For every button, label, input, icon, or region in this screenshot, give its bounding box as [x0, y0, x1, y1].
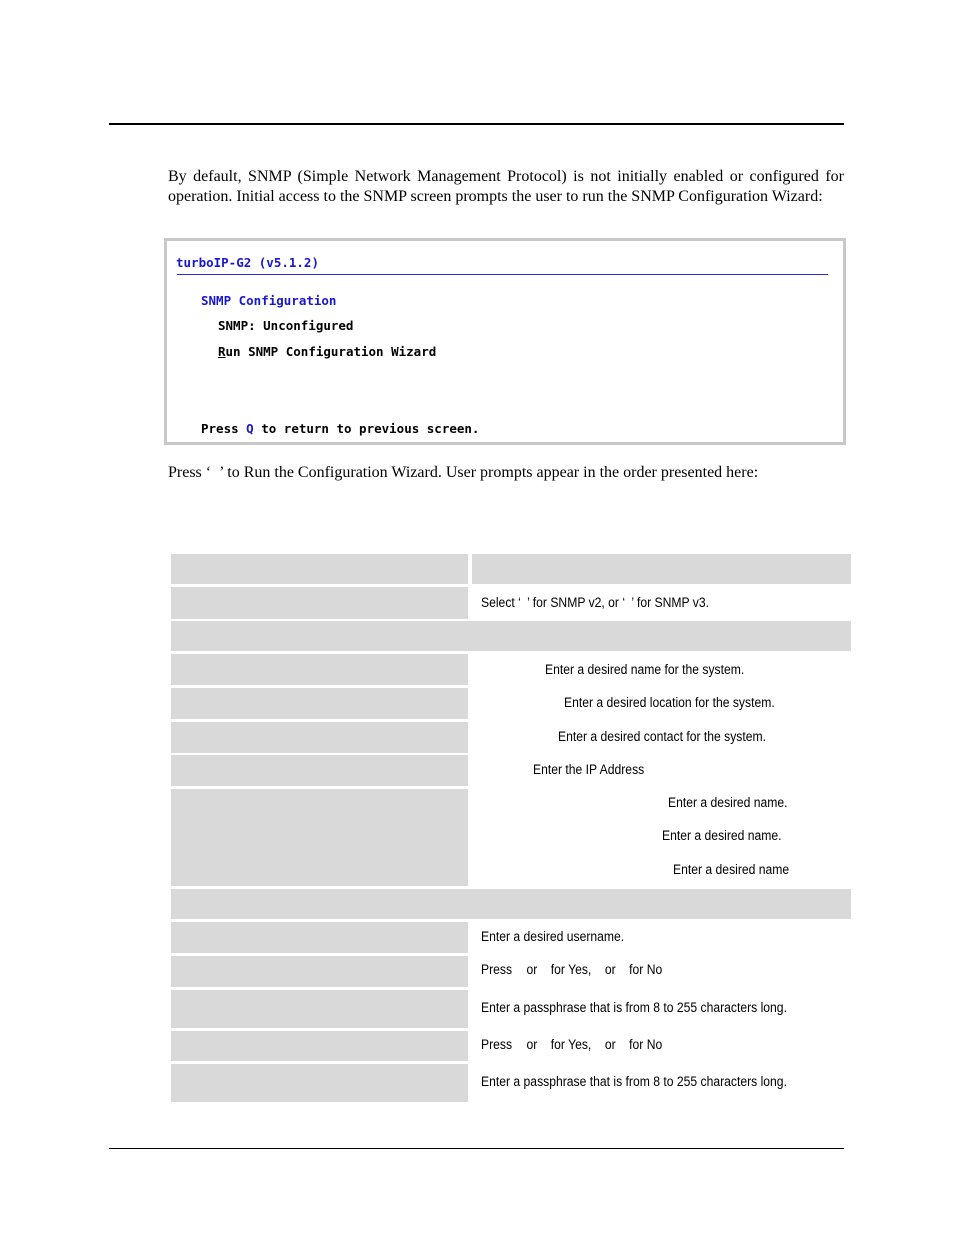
community-name-text: Enter a desired name: [673, 862, 790, 877]
yes-no-prompt: Press or for Yes, or for No: [481, 1037, 663, 1052]
table-header-row: [171, 554, 851, 584]
community-name-text: Enter a desired name.: [662, 828, 782, 843]
table-row: [171, 688, 851, 719]
return-key: Q: [246, 421, 254, 436]
table-row: [171, 990, 851, 1028]
section-bar: [171, 889, 851, 919]
community-name-text: Enter a desired name.: [668, 795, 788, 810]
table-row: [171, 722, 851, 753]
snmp-status: SNMP: Unconfigured: [218, 318, 354, 333]
intro-paragraph: By default, SNMP (Simple Network Management Protocol) is not initially enabled or configured for operation. Initial access to the SNMP screen prompts the user to run the SNMP Configuration Wizard:: [168, 168, 844, 205]
header-rule: [109, 123, 844, 125]
section-bar: [171, 621, 851, 651]
table-row: [171, 956, 851, 987]
run-wizard-hotkey: R: [218, 344, 226, 359]
run-wizard-label: un SNMP Configuration Wizard: [225, 344, 437, 359]
table-row: [171, 587, 851, 619]
return-prompt: Press Q to return to previous screen.: [201, 421, 480, 436]
ip-address-text: Enter the IP Address: [533, 762, 645, 777]
footer-rule: [109, 1148, 844, 1149]
press-run-paragraph: Press ‘ ’ to Run the Configuration Wizard. User prompts appear in the order presented here:: [168, 464, 759, 481]
terminal-screenshot: [164, 238, 846, 445]
table-row: [171, 922, 851, 953]
table-row: [171, 1031, 851, 1061]
terminal-title-rule: [177, 274, 828, 275]
system-name-text: Enter a desired name for the system.: [545, 662, 745, 677]
yes-no-prompt: Press or for Yes, or for No: [481, 962, 663, 977]
run-wizard-menu-item[interactable]: [218, 344, 436, 359]
system-location-text: Enter a desired location for the system.: [564, 695, 775, 710]
terminal-title: turboIP-G2 (v5.1.2): [176, 255, 319, 270]
table-row: [171, 654, 851, 685]
table-row: [171, 789, 851, 886]
snmp-section-heading: SNMP Configuration: [201, 293, 337, 308]
select-version-text: Select ‘ ’ for SNMP v2, or ‘ ’ for SNMP v3.: [481, 595, 710, 610]
table-row: [171, 755, 851, 786]
passphrase-text: Enter a passphrase that is from 8 to 255 characters long.: [481, 1000, 787, 1015]
username-text: Enter a desired username.: [481, 929, 625, 944]
system-contact-text: Enter a desired contact for the system.: [558, 729, 766, 744]
passphrase-text: Enter a passphrase that is from 8 to 255 characters long.: [481, 1074, 787, 1089]
table-row: [171, 1064, 851, 1102]
